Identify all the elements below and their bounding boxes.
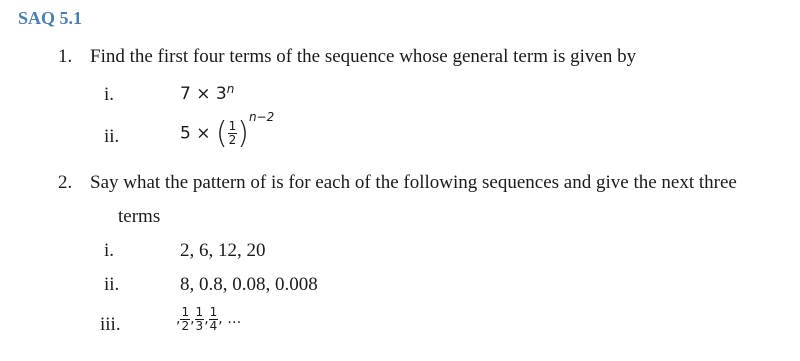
fraction-denominator: 4 <box>209 318 218 333</box>
ellipsis: … <box>227 311 242 328</box>
fraction-numerator: 1 <box>181 305 190 319</box>
q1-item-ii-expression <box>180 110 275 151</box>
fraction-denominator: 3 <box>195 318 204 333</box>
q2-item-iii-label: iii. <box>100 314 121 335</box>
fraction-denominator: 2 <box>228 133 237 147</box>
open-paren: ( <box>215 116 228 151</box>
q2-item-i-sequence: 2, 6, 12, 20 <box>180 240 266 261</box>
q1-item-i-expression <box>180 84 234 104</box>
sequence-fraction <box>209 306 219 332</box>
comma: , <box>190 311 195 328</box>
q2-item-ii-sequence: 8, 0.8, 0.08, 0.008 <box>180 274 318 295</box>
sequence-fraction <box>195 306 205 332</box>
q2-item-iii-sequence <box>176 306 241 332</box>
q1-item-ii-fraction <box>228 120 238 146</box>
question-1-text: Find the first four terms of the sequence whose general term is given by <box>90 46 637 67</box>
question-2-text-line1: Say what the pattern of is for each of the following sequences and give the next three <box>90 172 737 193</box>
fraction-denominator: 2 <box>181 318 190 333</box>
fraction-numerator: 1 <box>228 119 237 134</box>
leading-comma: , <box>176 311 181 328</box>
comma: , <box>204 311 209 328</box>
q1-item-ii-label: ii. <box>104 126 120 147</box>
q1-item-i-base: 7 × 3 <box>180 84 227 104</box>
q1-item-i-label: i. <box>104 84 115 105</box>
q2-item-i-label: i. <box>104 240 115 261</box>
fraction-numerator: 1 <box>209 305 218 319</box>
q2-item-ii-label: ii. <box>104 274 120 295</box>
close-paren: ) <box>237 116 249 151</box>
q1-item-ii-exponent: n−2 <box>248 110 275 124</box>
q1-item-i-exponent: n <box>226 82 235 96</box>
q1-item-ii-coef: 5 × <box>180 123 211 144</box>
comma: , <box>218 311 223 328</box>
sequence-fraction <box>180 306 190 332</box>
fraction-numerator: 1 <box>195 305 204 319</box>
section-title: SAQ 5.1 <box>18 8 83 28</box>
question-1-number: 1. <box>58 46 73 67</box>
question-2-number: 2. <box>58 172 73 193</box>
question-2-text-line2: terms <box>118 206 161 227</box>
